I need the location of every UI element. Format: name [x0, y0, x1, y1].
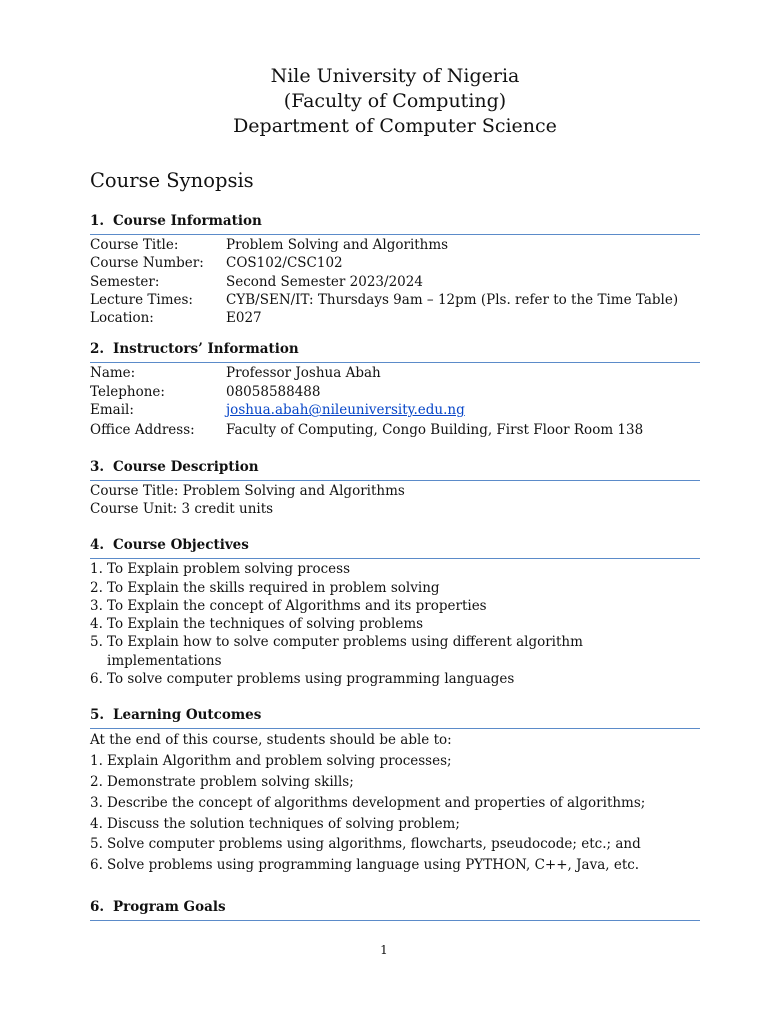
course-description-section	[90, 458, 700, 519]
outcomes-intro: At the end of this course, students should be able to:	[90, 732, 452, 749]
course-objectives-section	[90, 536, 700, 688]
info-row: Email: joshua.abah@nileuniversity.edu.ng	[90, 402, 465, 419]
section-heading: 1. Course Information	[90, 212, 700, 235]
section-heading: 5. Learning Outcomes	[90, 706, 700, 729]
section-heading: 4. Course Objectives	[90, 536, 700, 559]
program-goals-section	[90, 898, 700, 921]
list-item: 2. Demonstrate problem solving skills;	[90, 773, 354, 790]
synopsis-title: Course Synopsis	[90, 169, 254, 192]
info-row: Lecture Times: CYB/SEN/IT: Thursdays 9am – 12pm (Pls. refer to the Time Table)	[90, 291, 679, 308]
info-row: Office Address: Faculty of Computing, Congo Building, First Floor Room 138	[90, 422, 644, 439]
info-row: Course Title: Problem Solving and Algorithms	[90, 237, 449, 253]
document-header	[90, 64, 700, 139]
list-item: 4. To Explain the techniques of solving problems	[90, 616, 424, 633]
list-item: 6. To solve computer problems using programming languages	[90, 671, 515, 688]
learning-outcomes-section	[90, 706, 700, 876]
document-page	[90, 64, 700, 921]
list-item: 6. Solve problems using programming language using PYTHON, C++, Java, etc.	[90, 857, 640, 874]
list-item: 5. Solve computer problems using algorithms, flowcharts, pseudocode; etc.; and	[90, 836, 641, 853]
info-row: Name: Professor Joshua Abah	[90, 365, 381, 382]
course-information-section	[90, 212, 700, 327]
info-row: Semester: Second Semester 2023/2024	[90, 273, 423, 290]
info-row: Location: E027	[90, 310, 262, 327]
email-link[interactable]: joshua.abah@nileuniversity.edu.ng	[226, 402, 465, 419]
section-heading: 2. Instructors’ Information	[90, 340, 700, 363]
list-item: 4. Discuss the solution techniques of solving problem;	[90, 815, 460, 832]
section-heading: 6. Program Goals	[90, 898, 700, 921]
list-item: 1. To Explain problem solving process	[90, 561, 350, 578]
list-item: 5. To Explain how to solve computer problems using different algorithm implementations	[90, 634, 583, 669]
page-number: 1	[380, 943, 388, 957]
list-item: 3. To Explain the concept of Algorithms and its properties	[90, 597, 487, 614]
university-name: Nile University of Nigeria	[270, 65, 520, 87]
section-heading: 3. Course Description	[90, 458, 700, 481]
department-name: Department of Computer Science	[233, 115, 557, 137]
info-row: Telephone: 08058588488	[90, 383, 321, 400]
instructors-information-section	[90, 340, 700, 439]
list-item: 2. To Explain the skills required in problem solving	[90, 579, 440, 596]
list-item: 1. Explain Algorithm and problem solving processes;	[90, 753, 452, 770]
description-line: Course Title: Problem Solving and Algorithms	[90, 482, 405, 499]
faculty-name: (Faculty of Computing)	[283, 90, 507, 112]
description-line: Course Unit: 3 credit units	[90, 500, 274, 517]
info-row: Course Number: COS102/CSC102	[90, 255, 343, 272]
list-item: 3. Describe the concept of algorithms development and properties of algorithms;	[90, 794, 646, 811]
